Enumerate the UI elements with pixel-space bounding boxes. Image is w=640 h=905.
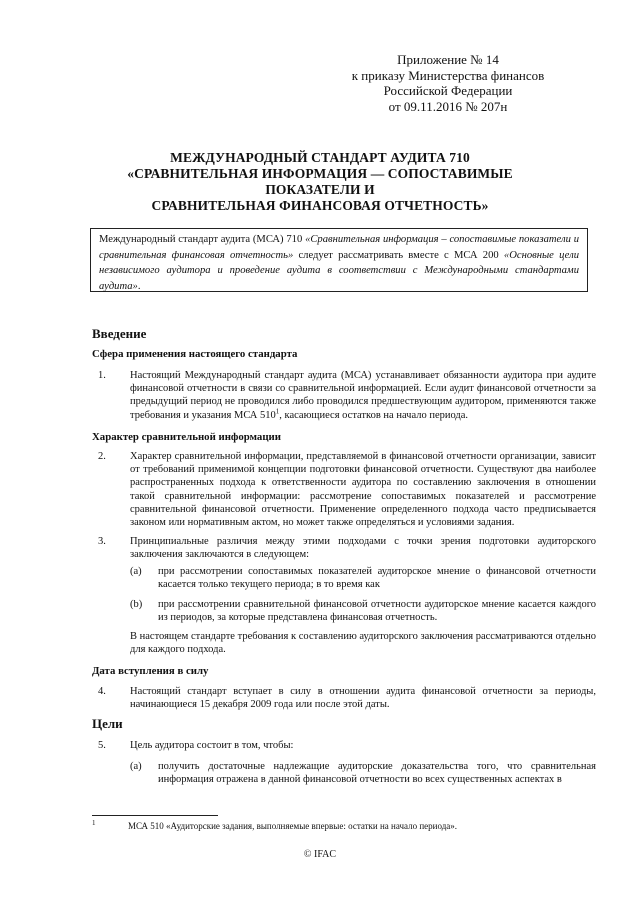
paragraph-text: , касающиеся остатков на начало периода. [279, 409, 469, 421]
reading-note-box [90, 228, 588, 292]
subparagraph-text: при рассмотрении сравнительной финансовой отчетности аудиторское мнение касается каждого из периодов, за которые представлена финансовая отчетность. [158, 599, 596, 624]
paragraph-text: Принципиальные различия между этими подходами с точки зрения подготовки аудиторского заключения заключаются в следующем: [130, 536, 596, 561]
subheading-effective-date: Дата вступления в силу [92, 665, 209, 677]
page-footer-copyright: © IFAC [303, 849, 337, 860]
footnote-text: МСА 510 «Аудиторские задания, выполняемые впервые: остатки на начало периода». [128, 821, 458, 831]
paragraph-2 [92, 450, 596, 529]
appendix-header [348, 52, 548, 114]
paragraph-number: 4. [98, 686, 106, 697]
note-italic: «Сравнительная информация – сопоставимые показатели и сравнительная финансовая отчетность» [99, 234, 579, 261]
appendix-line: от 09.11.2016 № 207н [388, 98, 508, 114]
note-text: . [137, 280, 141, 292]
paragraph-number: 2. [98, 451, 106, 462]
paragraph-text: Настоящий стандарт вступает в силу в отношении аудита финансовой отчетности за периоды, начинающиеся 15 декабря 2009 года или после этой даты. [130, 686, 596, 711]
subparagraph-3b [130, 598, 596, 624]
paragraph-5 [92, 739, 596, 752]
section-heading-introduction: Введение [92, 326, 147, 341]
paragraph-number: 3. [98, 536, 106, 547]
footnote-separator [92, 815, 218, 816]
footnote-number: 1 [92, 819, 96, 827]
section-heading-objectives: Цели [92, 716, 123, 731]
paragraph-number: 1. [98, 370, 106, 381]
paragraph-3-tail [92, 630, 596, 656]
subparagraph-text: при рассмотрении сопоставимых показателей аудиторское мнение о финансовой отчетности касается только текущего периода; в то время как [158, 566, 596, 591]
paragraph-text: Цель аудитора состоит в том, чтобы: [130, 740, 294, 751]
subparagraph-label: (a) [130, 761, 142, 772]
paragraph-number: 5. [98, 740, 106, 751]
subparagraph-5a [130, 760, 596, 786]
subparagraph-label: (b) [130, 599, 143, 610]
subparagraph-label: (a) [130, 566, 142, 577]
paragraph-text: Характер сравнительной информации, представляемой в финансовой отчетности организации, зависит от требований применимой концепции подготовки финансовой отчетности. Существуют два наиболее распространенных подхода к ответственности аудитора по составлению заключения в отношении такой сравнительной информации: рассмотрение сопоставимых показателей и рассмотрение сравнительной финансовой отчетности. Применение определенного подхода часто предписывается законом или нормативным актом, но может также определяться и условиями задания. [130, 451, 596, 529]
paragraph-1 [92, 369, 596, 422]
appendix-line: Приложение № 14 [397, 52, 499, 67]
subparagraph-text: получить достаточные надлежащие аудиторские доказательства того, что сравнительная информация отражена в данной финансовой отчетности во всех существенных аспектах в [158, 761, 596, 786]
paragraph-4 [92, 685, 596, 711]
title-line: МЕЖДУНАРОДНЫЙ СТАНДАРТ АУДИТА 710 [170, 150, 470, 165]
note-text: Международный стандарт аудита (МСА) 710 [99, 234, 306, 245]
appendix-line: к приказу Министерства финансов [351, 67, 545, 83]
footnote-ref: 1 [275, 407, 280, 416]
title-line: СРАВНИТЕЛЬНАЯ ФИНАНСОВАЯ ОТЧЕТНОСТЬ» [151, 198, 489, 213]
note-italic: «Основные цели независимого аудитора и проведение аудита в соответствии с Международными стандартами аудита» [99, 249, 579, 292]
title-line: «СРАВНИТЕЛЬНАЯ ИНФОРМАЦИЯ — СОПОСТАВИМЫЕ ПОКАЗАТЕЛИ И [127, 166, 513, 197]
subheading-scope: Сфера применения настоящего стандарта [92, 348, 298, 360]
appendix-line: Российской Федерации [383, 83, 513, 98]
paragraph-text: В настоящем стандарте требования к составлению аудиторского заключения рассматриваются отдельно для каждого подхода. [130, 631, 596, 656]
document-title [80, 150, 560, 214]
paragraph-3 [92, 535, 596, 561]
subparagraph-3a [130, 565, 596, 591]
subheading-nature: Характер сравнительной информации [92, 431, 281, 443]
note-text: следует рассматривать вместе с МСА 200 [293, 249, 504, 261]
footnote [92, 820, 457, 832]
paragraph-text: Настоящий Международный стандарт аудита (МСА) устанавливает обязанности аудитора при аудите финансовой отчетности в связи со сравнительной информацией. Если аудит финансовой отчетности за предыдущий период не проводился либо проводился предшествующим аудитором, применяются также требования и указания МСА 510 [130, 370, 596, 421]
